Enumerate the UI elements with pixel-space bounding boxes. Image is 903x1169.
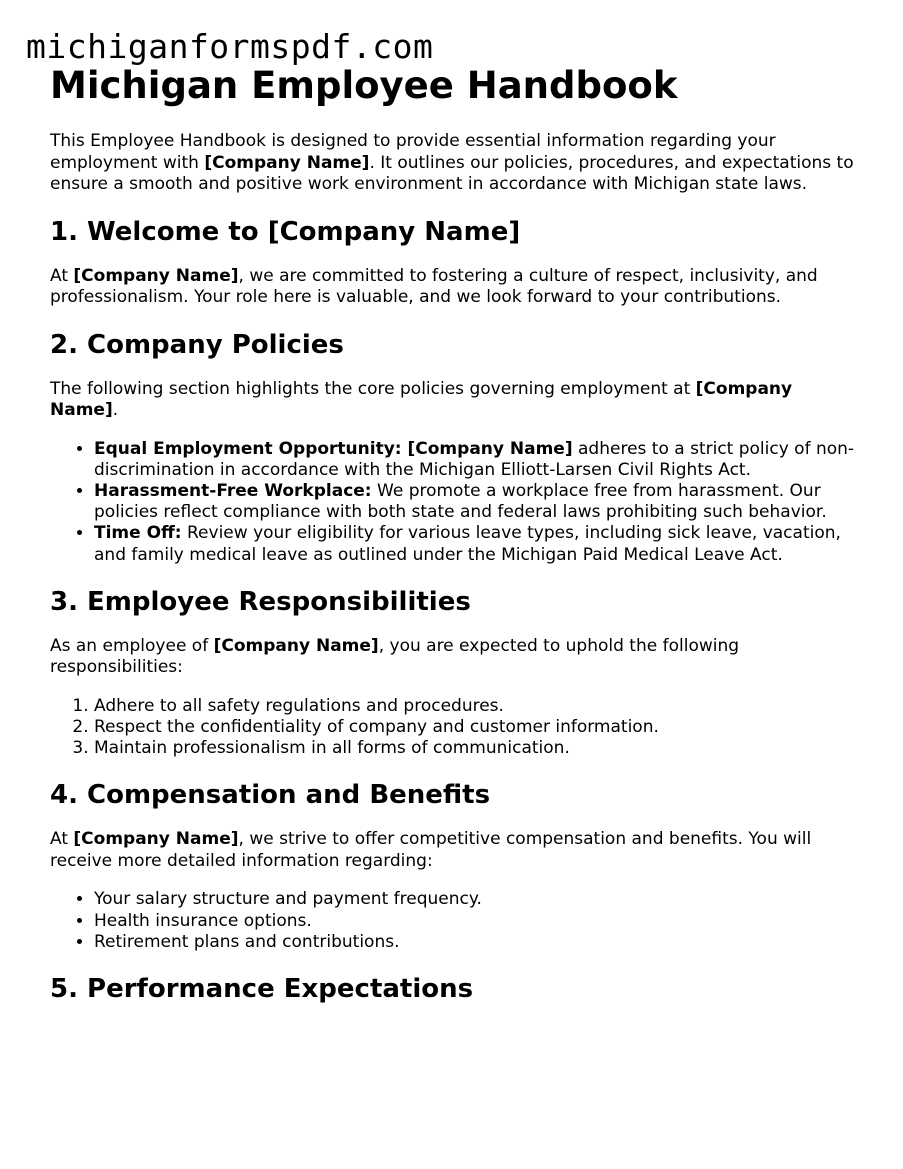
compensation-paragraph: At [Company Name], we strive to offer competitive compensation and benefits. You will receive more detailed information regarding: — [50, 829, 812, 871]
section-heading-policies: 2. Company Policies — [50, 329, 344, 360]
page-title: Michigan Employee Handbook — [50, 64, 678, 107]
list-item: 1. Adhere to all safety regulations and procedures. — [94, 696, 862, 717]
list-item: • Health insurance options. — [94, 911, 862, 932]
site-watermark: michiganformspdf.com — [26, 27, 434, 66]
list-item: 2. Respect the confidentiality of company and customer information. — [94, 717, 862, 738]
list-item: • Your salary structure and payment frequency. — [94, 889, 862, 910]
compensation-list — [50, 889, 862, 953]
company-name-placeholder: [Company Name] — [73, 829, 239, 850]
policies-paragraph: The following section highlights the core policies governing employment at [Company Name]. — [50, 378, 793, 420]
section-heading-welcome: 1. Welcome to [Company Name] — [50, 216, 521, 247]
list-item: • Retirement plans and contributions. — [94, 932, 862, 953]
list-item: • Time Off: Review your eligibility for various leave types, including sick leave, vacation, and family medical leave as outlined under the Michigan Paid Medical Leave Act. — [94, 523, 862, 565]
list-item: 3. Maintain professionalism in all forms of communication. — [94, 738, 862, 759]
company-name-placeholder: [Company Name] — [73, 265, 239, 286]
section-heading-compensation: 4. Compensation and Benefits — [50, 780, 491, 811]
company-name-placeholder: [Company Name] — [204, 152, 370, 173]
responsibilities-paragraph: As an employee of [Company Name], you are expected to uphold the following responsibilities: — [50, 635, 740, 678]
responsibilities-list — [50, 696, 862, 760]
welcome-paragraph: At [Company Name], we are committed to fostering a culture of respect, inclusivity, and professionalism. Your role here is valuable, and we look forward to your contributions. — [50, 265, 818, 307]
section-heading-responsibilities: 3. Employee Responsibilities — [50, 586, 471, 617]
handbook-page — [50, 64, 862, 1023]
section-heading-performance: 5. Performance Expectations — [50, 973, 474, 1004]
policies-list — [50, 439, 862, 566]
company-name-placeholder: [Company Name] — [50, 378, 793, 420]
company-name-placeholder: [Company Name] — [213, 635, 379, 656]
list-item: • Equal Employment Opportunity: [Company Name] adheres to a strict policy of non-discrimination in accordance with the Michigan Elliott-Larsen Civil Rights Act. — [94, 439, 862, 481]
intro-paragraph: This Employee Handbook is designed to provide essential information regarding your employment with [Company Name]. It outlines our policies, procedures, and expectations to ensure a smooth and positive work environment in accordance with Michigan state laws. — [50, 131, 854, 194]
list-item: • Harassment-Free Workplace: We promote a workplace free from harassment. Our policies reflect compliance with both state and federal laws prohibiting such behavior. — [94, 481, 862, 523]
